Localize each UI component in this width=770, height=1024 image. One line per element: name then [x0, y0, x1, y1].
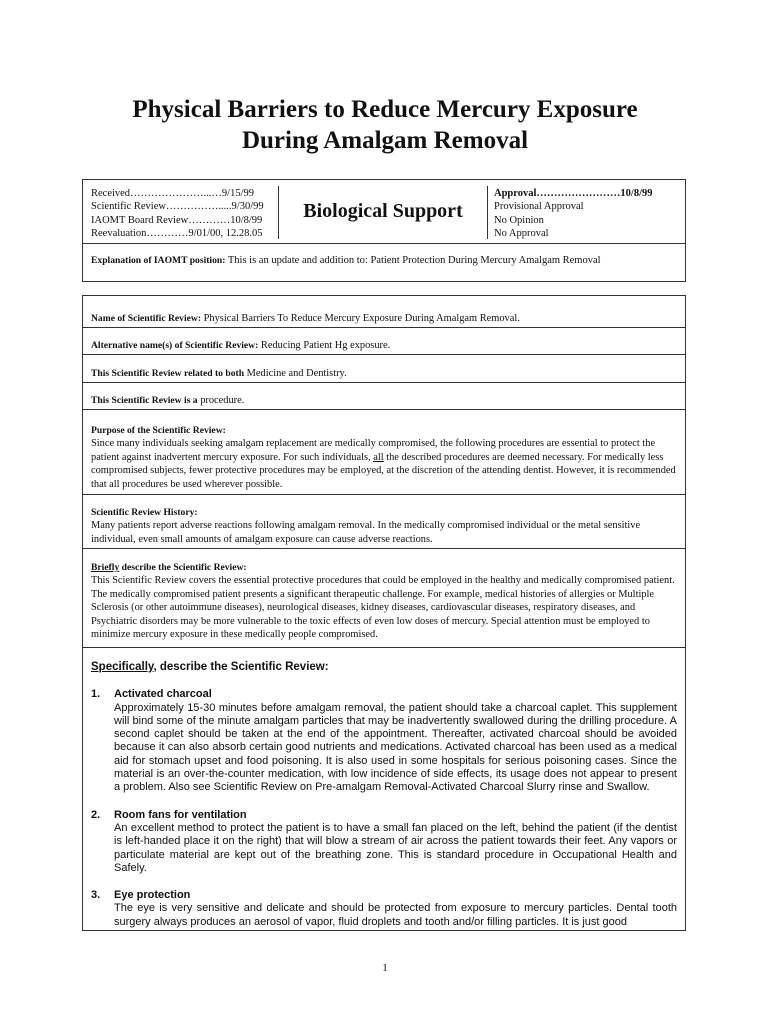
item-title: Activated charcoal: [114, 688, 212, 701]
header-divider: [83, 243, 685, 244]
history-section: [83, 494, 685, 548]
item-text: Approximately 15-30 minutes before amalgam removal, the patient should take a charcoal caplet. This supplement will bind some of the minute amalgam particles that may be inadvertently swallowed during the drilling procedure. A second caplet should be taken at the end of the appointment. Thereafter, activated charcoal should be avoided because it can also absorb certain good nutrients and medications. Activated charcoal has been used as a medical aid for stomach upset and food poisoning. It is also used in some hospitals for serious poisoning cases. Since the material is an over-the-counter medication, with low incidence of side effects, its usage does not appear to present a problem. Also see Scientific Review on Pre-amalgam Removal-Activated Charcoal Slurry rinse and Swallow.: [114, 701, 677, 794]
item-number: 3.: [91, 889, 101, 902]
name-value: Physical Barriers To Reduce Mercury Exposure During Amalgam Removal.: [201, 313, 520, 324]
alt-value: Reducing Patient Hg exposure.: [258, 340, 391, 351]
provisional-approval: Provisional Approval: [494, 201, 584, 213]
title-line-1: Physical Barriers to Reduce Mercury Exposure: [132, 96, 638, 123]
brief-label: Briefly describe the Scientific Review:: [91, 562, 247, 573]
no-opinion: No Opinion: [494, 214, 544, 226]
purpose-label: Purpose of the Scientific Review:: [91, 425, 226, 436]
type-label: This Scientific Review is a: [91, 395, 198, 406]
related-section: [83, 354, 685, 382]
category-cell: [278, 186, 488, 239]
document-title: [60, 94, 710, 156]
explanation-row: [91, 255, 601, 266]
explanation-text: This is an update and addition to: Patient Protection During Mercury Amalgam Removal: [225, 255, 601, 266]
item-text: The eye is very sensitive and delicate and should be protected from exposure to mercury particles. Dental tooth surgery always produces an aerosol of vapor, fluid droplets and tooth and/or filling particles. It is just good: [114, 902, 677, 928]
review-dates: [91, 187, 264, 241]
item-number: 2.: [91, 808, 101, 821]
title-line-2: During Amalgam Removal: [241, 127, 529, 154]
type-value: procedure.: [197, 395, 245, 406]
specifically-section: [83, 647, 685, 930]
reevaluation-date: Reevaluation…………9/01/00, 12.28.05: [91, 228, 263, 240]
item-number: 1.: [91, 688, 101, 701]
received-date: Received…………………...…9/15/99: [91, 188, 255, 199]
procedure-item: [91, 809, 677, 875]
item-text: An excellent method to protect the patient is to have a small fan placed on the left, behind the patient (if the dentist is left-handed place it on the right) that will blow a stream of air across the patient towards their feet. Any vapors or particulate material are kept out of the breathing zone. This is standard procedure in Occupational Health and Safely.: [114, 821, 677, 874]
review-header-box: [82, 179, 686, 282]
procedure-item: [91, 889, 677, 929]
related-value: Medicine and Dentistry.: [244, 368, 347, 379]
purpose-text: Since many individuals seeking amalgam replacement are medically compromised, the following procedures are essential to protect the patient against inadvertent mercury exposure. For such individuals, all the described procedures are deemed necessary. For medically less compromised subjects, fewer protective procedures may be employed, at the discretion of the attending dentist. However, it is recommended that all procedures be used wherever possible.: [91, 438, 676, 490]
scientific-review-date: Scientific Review…………….....9/30/99: [91, 201, 264, 213]
name-label: Name of Scientific Review:: [91, 313, 202, 324]
history-label: Scientific Review History:: [91, 507, 198, 518]
item-title: Room fans for ventilation: [114, 808, 247, 821]
approval-date: Approval……………………10/8/99: [494, 188, 653, 199]
name-section: [83, 296, 685, 327]
type-section: [83, 382, 685, 409]
specifically-label: Specifically, describe the Scientific Review:: [91, 661, 329, 673]
alt-label: Alternative name(s) of Scientific Review:: [91, 340, 259, 351]
approval-status: [494, 187, 652, 241]
related-label: This Scientific Review related to both: [91, 368, 245, 379]
explanation-label: Explanation of IAOMT position:: [91, 255, 226, 266]
no-approval: No Approval: [494, 228, 549, 240]
brief-section: [83, 548, 685, 647]
history-text: Many patients report adverse reactions following amalgam removal. In the medically compromised individual or the metal sensitive individual, even small amounts of amalgam exposure can cause adverse reactions.: [91, 520, 641, 545]
procedure-item: [91, 688, 677, 794]
purpose-section: [83, 409, 685, 494]
category-label: Biological Support: [303, 200, 463, 222]
alternative-name-section: [83, 327, 685, 354]
brief-text: This Scientific Review covers the essential protective procedures that could be employed in the healthy and medically compromised patient. The medically compromised patient presents a significant therapeutic challenge. For example, medical histories of allergies or Multiple Sclerosis (or other autoimmune diseases), neurological diseases, kidney diseases, cardiovascular diseases, respiratory diseases, and Psychiatric disorders may be more vulnerable to the toxic effects of even low doses of mercury. Special attention must be employed to minimize mercury exposure in these medically people compromised.: [91, 575, 675, 641]
review-body-box: [82, 295, 686, 931]
board-review-date: IAOMT Board Review…………10/8/99: [91, 214, 263, 226]
page-number: 1: [382, 962, 388, 974]
item-title: Eye protection: [114, 889, 191, 902]
